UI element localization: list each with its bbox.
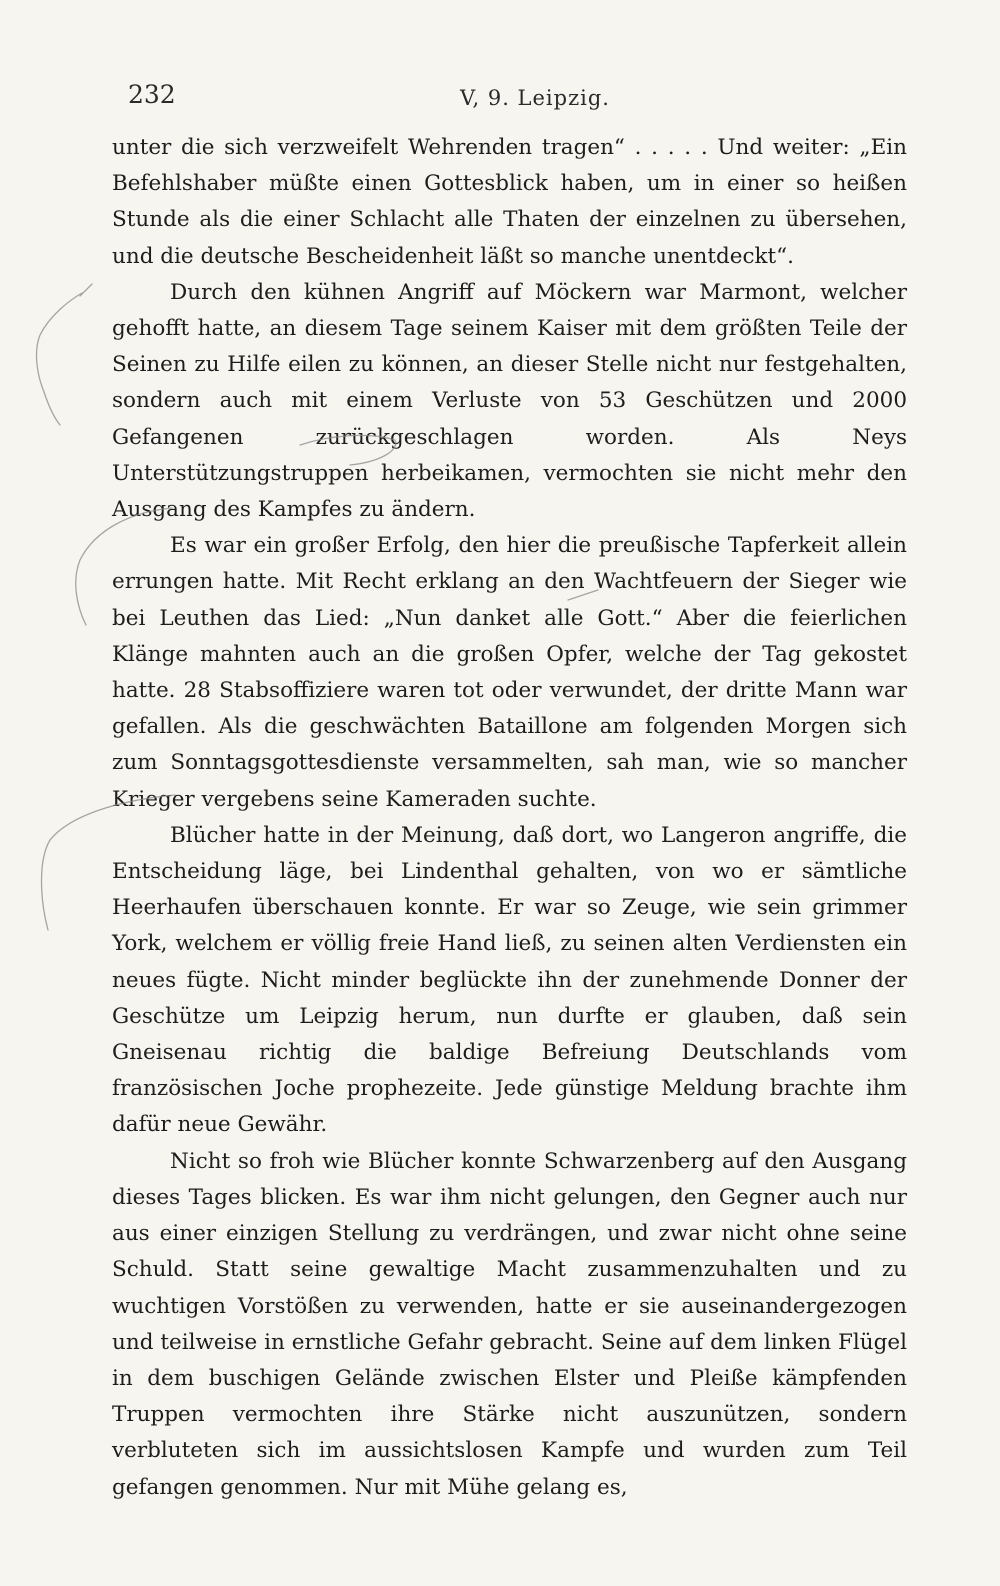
- paragraph-1: unter die sich verzweifelt Wehrenden tragen“ . . . . . Und weiter: „Ein Befehlshaber müßte einen Gottesblick haben, um in einer so heißen Stunde als die einer Schlacht alle Thaten der einzelnen zu übersehen, und die deutsche Bescheidenheit läßt so manche unentdeckt“.: [112, 135, 907, 269]
- paragraph-4: Blücher hatte in der Meinung, daß dort, wo Langeron angriffe, die Entscheidung läge, bei Lindenthal gehalten, von wo er sämtliche Heerhaufen überschauen konnte. Er war so Zeuge, wie sein grimmer York, welchem er völlig freie Hand ließ, zu seinen alten Verdiensten ein neues fügte. Nicht minder beglückte ihn der zunehmende Donner der Geschütze um Leipzig herum, nun durfte er glauben, daß sein Gneisenau richtig die baldige Befreiung Deutschlands vom französischen Joche prophezeite. Jede günstige Meldung brachte ihm dafür neue Gewähr.: [112, 822, 907, 1138]
- paragraph-5: Nicht so froh wie Blücher konnte Schwarzenberg auf den Ausgang dieses Tages blicken. Es war ihm nicht gelungen, den Gegner auch nur aus einer einzigen Stellung zu verdrängen, und zwar nicht ohne seine Schuld. Statt seine gewaltige Macht zusammenzuhalten und zu wuchtigen Vorstößen zu verwenden, hatte er sie auseinandergezogen und teilweise in ernstliche Gefahr gebracht. Seine auf dem linken Flügel in dem buschigen Gelände zwischen Elster und Pleiße kämpfenden Truppen vermochten ihre Stärke nicht auszunützen, sondern verbluteten sich im aussichtslosen Kampfe und wurden zum Teil gefangen genommen. Nur mit Mühe gelang es,: [112, 1148, 907, 1500]
- paragraph-3: Es war ein großer Erfolg, den hier die preußische Tapferkeit allein errungen hatte. Mit Recht erklang an den Wachtfeuern der Sieger wie bei Leuthen das Lied: „Nun danket alle Gott.“ Aber die feierlichen Klänge mahnten auch an die großen Opfer, welche der Tag gekostet hatte. 28 Stabsoffiziere waren tot oder verwundet, der dritte Mann war gefallen. Als die geschwächten Bataillone am folgenden Morgen sich zum Sonntagsgottesdienste versammelten, sah man, wie so mancher Krieger vergebens seine Kameraden suchte.: [112, 533, 907, 812]
- pencil-tick-1: [80, 284, 92, 296]
- page-number: 232: [128, 80, 176, 109]
- page-header: [128, 80, 918, 120]
- body-text: [112, 130, 907, 1506]
- pencil-bracket-1: [37, 293, 82, 425]
- running-head: V, 9. Leipzig.: [460, 86, 610, 110]
- paragraph-2: Durch den kühnen Angriff auf Möckern war Marmont, welcher gehofft hatte, an diesem Tage seinem Kaiser mit dem größten Teile der Seinen zu Hilfe eilen zu können, an dieser Stelle nicht nur festgehalten, sondern auch mit einem Verluste von 53 Geschützen und 2000 Gefangenen zurückgeschlagen worden. Als Neys Unterstützungstruppen herbeikamen, vermochten sie nicht mehr den Ausgang des Kampfes zu ändern.: [112, 279, 907, 523]
